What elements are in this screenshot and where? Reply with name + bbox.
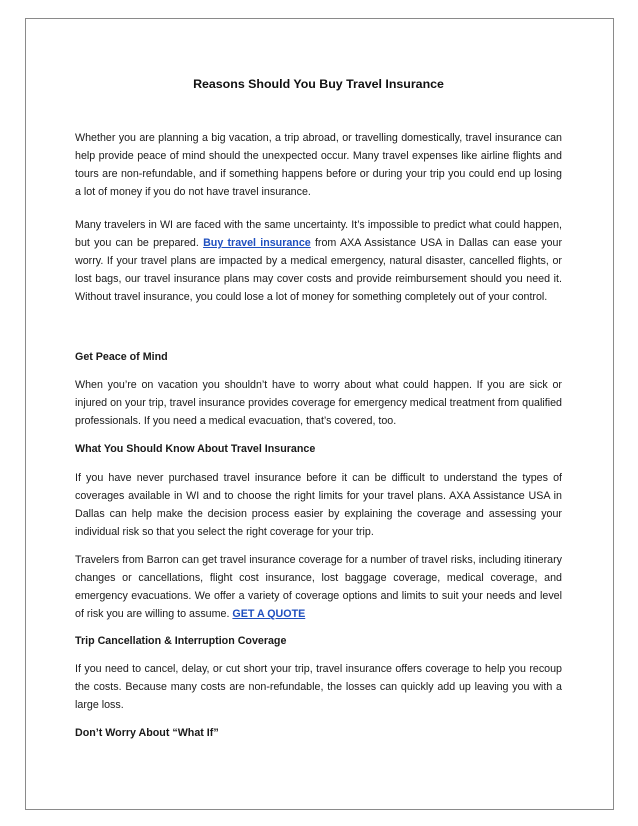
intro-paragraph-2-text-a: Many travelers in WI are faced with the same uncertainty. It’s impossible to predict what could happen, but you can be prepared. bbox=[75, 219, 562, 249]
heading-what-if: Don’t Worry About “What If” bbox=[75, 727, 219, 739]
trip-paragraph: If you need to cancel, delay, or cut short your trip, travel insurance offers coverage to help you recoup the costs. Because many costs are non-refundable, the losses can quickly add up leaving you with a large loss. bbox=[75, 663, 562, 711]
intro-paragraph-1: Whether you are planning a big vacation, a trip abroad, or travelling domestically, travel insurance can help provide peace of mind should the unexpected occur. Many travel expenses like airline flights and tours are non-refundable, and if something happens before or during your trip you could end up losing a lot of money if you do not have travel insurance. bbox=[75, 132, 562, 198]
intro-paragraph-2 bbox=[75, 216, 562, 306]
heading-peace-of-mind: Get Peace of Mind bbox=[75, 351, 168, 363]
heading-what-to-know: What You Should Know About Travel Insurance bbox=[75, 443, 316, 455]
document-title: Reasons Should You Buy Travel Insurance bbox=[193, 77, 444, 91]
heading-trip-cancellation: Trip Cancellation & Interruption Coverage bbox=[75, 635, 287, 647]
know-paragraph-2 bbox=[75, 551, 562, 623]
buy-travel-insurance-link[interactable]: Buy travel insurance bbox=[203, 237, 311, 249]
peace-paragraph: When you’re on vacation you shouldn’t have to worry about what could happen. If you are sick or injured on your trip, travel insurance provides coverage for emergency medical treatment from qualified professionals. If you need a medical evacuation, that’s covered, too. bbox=[75, 379, 562, 427]
know-paragraph-1: If you have never purchased travel insurance before it can be difficult to understand the types of coverages available in WI and to choose the right limits for your travel plans. AXA Assistance USA in Dallas can help make the decision process easier by explaining the coverage and assessing your individual risk so that you select the right coverage for your trip. bbox=[75, 472, 562, 538]
know-paragraph-2-text: Travelers from Barron can get travel insurance coverage for a number of travel risks, including itinerary changes or cancellations, flight cost insurance, lost baggage coverage, medical coverage, and emergency evacuations. We offer a variety of coverage options and limits to suit your needs and level of risk you are willing to assume. bbox=[75, 554, 562, 620]
get-a-quote-link[interactable]: GET A QUOTE bbox=[232, 608, 306, 620]
intro-paragraph-2-text-b: from AXA Assistance USA in Dallas can ease your worry. If your travel plans are impacted by a medical emergency, natural disaster, cancelled flights, or lost bags, our travel insurance plans may cover costs and provide reimbursement should you need it. Without travel insurance, you could lose a lot of money for something completely out of your control. bbox=[75, 237, 563, 303]
